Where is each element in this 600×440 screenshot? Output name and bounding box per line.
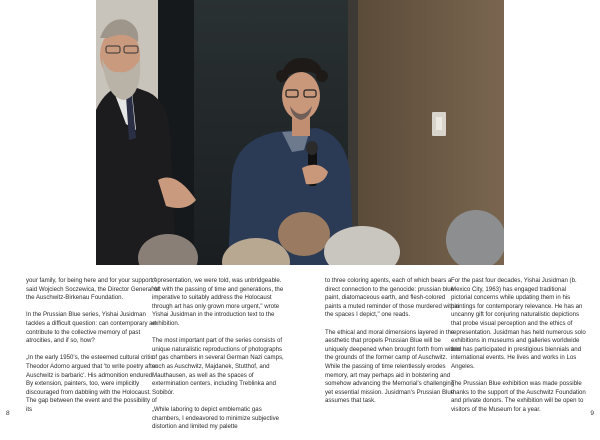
- page-number-right: 9: [590, 410, 594, 417]
- paragraph: The Prussian Blue exhibition was made possible thanks to the support of the Auschwitz Foundation and private donors. The exhibition will be open to visitors of the Museum for a year.: [451, 380, 586, 413]
- text-column-4: [451, 277, 587, 423]
- paragraph: representation, we were told, was unbridgeable. Yet with the passing of time and generations, the imperative to suitably address the Holocaust through art has only grown more urgent," wrote Yishai Jusidman in the introduction text to the exhibition.: [152, 277, 284, 327]
- paragraph: The most important part of the series consists of unique naturalistic reproductions of photographs of gas chambers in several German Nazi camps, such as Auschwitz, Majdanek, Stutthof, and Mauthausen, as well as the spaces of extermination centers, including Treblinka and Sobibór.: [152, 337, 284, 396]
- text-column-2: [152, 277, 288, 440]
- paragraph: to three coloring agents, each of which bears a direct connection to the genocide: prussian blue paint, diatomaceous earth, and flesh-colored paints a muted reminder of those murdered within the spaces I depict," one reads.: [325, 277, 460, 319]
- text-column-3: [325, 277, 461, 415]
- page-number-left: 8: [6, 410, 10, 417]
- paragraph: „While laboring to depict emblematic gas chambers, I endeavored to minimize subjective distortion and limited my palette: [152, 405, 280, 431]
- paragraph: In the Prussian Blue series, Yishai Jusidman tackles a difficult question: can contemporary art contribute to the collective memory of past atrocities, and if so, how?: [26, 311, 157, 345]
- paragraph: your family, for being here and for your support," said Wojciech Soczewica, the Director General of the Auschwitz-Birkenau Foundation.: [26, 277, 160, 302]
- paragraph: „In the early 1950's, the esteemed cultural critic Theodor Adorno argued that 'to write poetry after Auschwitz is barbaric'. His admonition endured. By extension, painters, too, were implicitly discouraged from dabbling with the Holocaust. The gap between the event and the possibility of its: [26, 354, 158, 413]
- paragraph: The ethical and moral dimensions layered in the aesthetic that propels Prussian Blue will be uniquely deepened when brought forth from within the grounds of the former camp of Auschwitz. While the passing of time relentlessly erodes memory, art may perhaps aid in bolstering and somehow advancing the Memorial's challenging yet essential mission. Jusidman's Prussian Blue assumes that task.: [325, 328, 461, 405]
- text-column-1: [26, 277, 162, 423]
- paragraph: For the past four decades, Yishai Jusidman (b. Mexico City, 1963) has engaged traditional pictorial concerns while updating them in his paintings for contemporary relevance. He has an uncanny gift for conjuring naturalistic depictions that probe visual perception and the ethics of representation. Jusidman has held numerous solo exhibitions in museums and galleries worldwide and has participated in prestigious biennials and international events. He lives and works in Los Angeles.: [451, 277, 586, 370]
- event-photo: [96, 0, 504, 265]
- photo-event-icon: [96, 0, 504, 265]
